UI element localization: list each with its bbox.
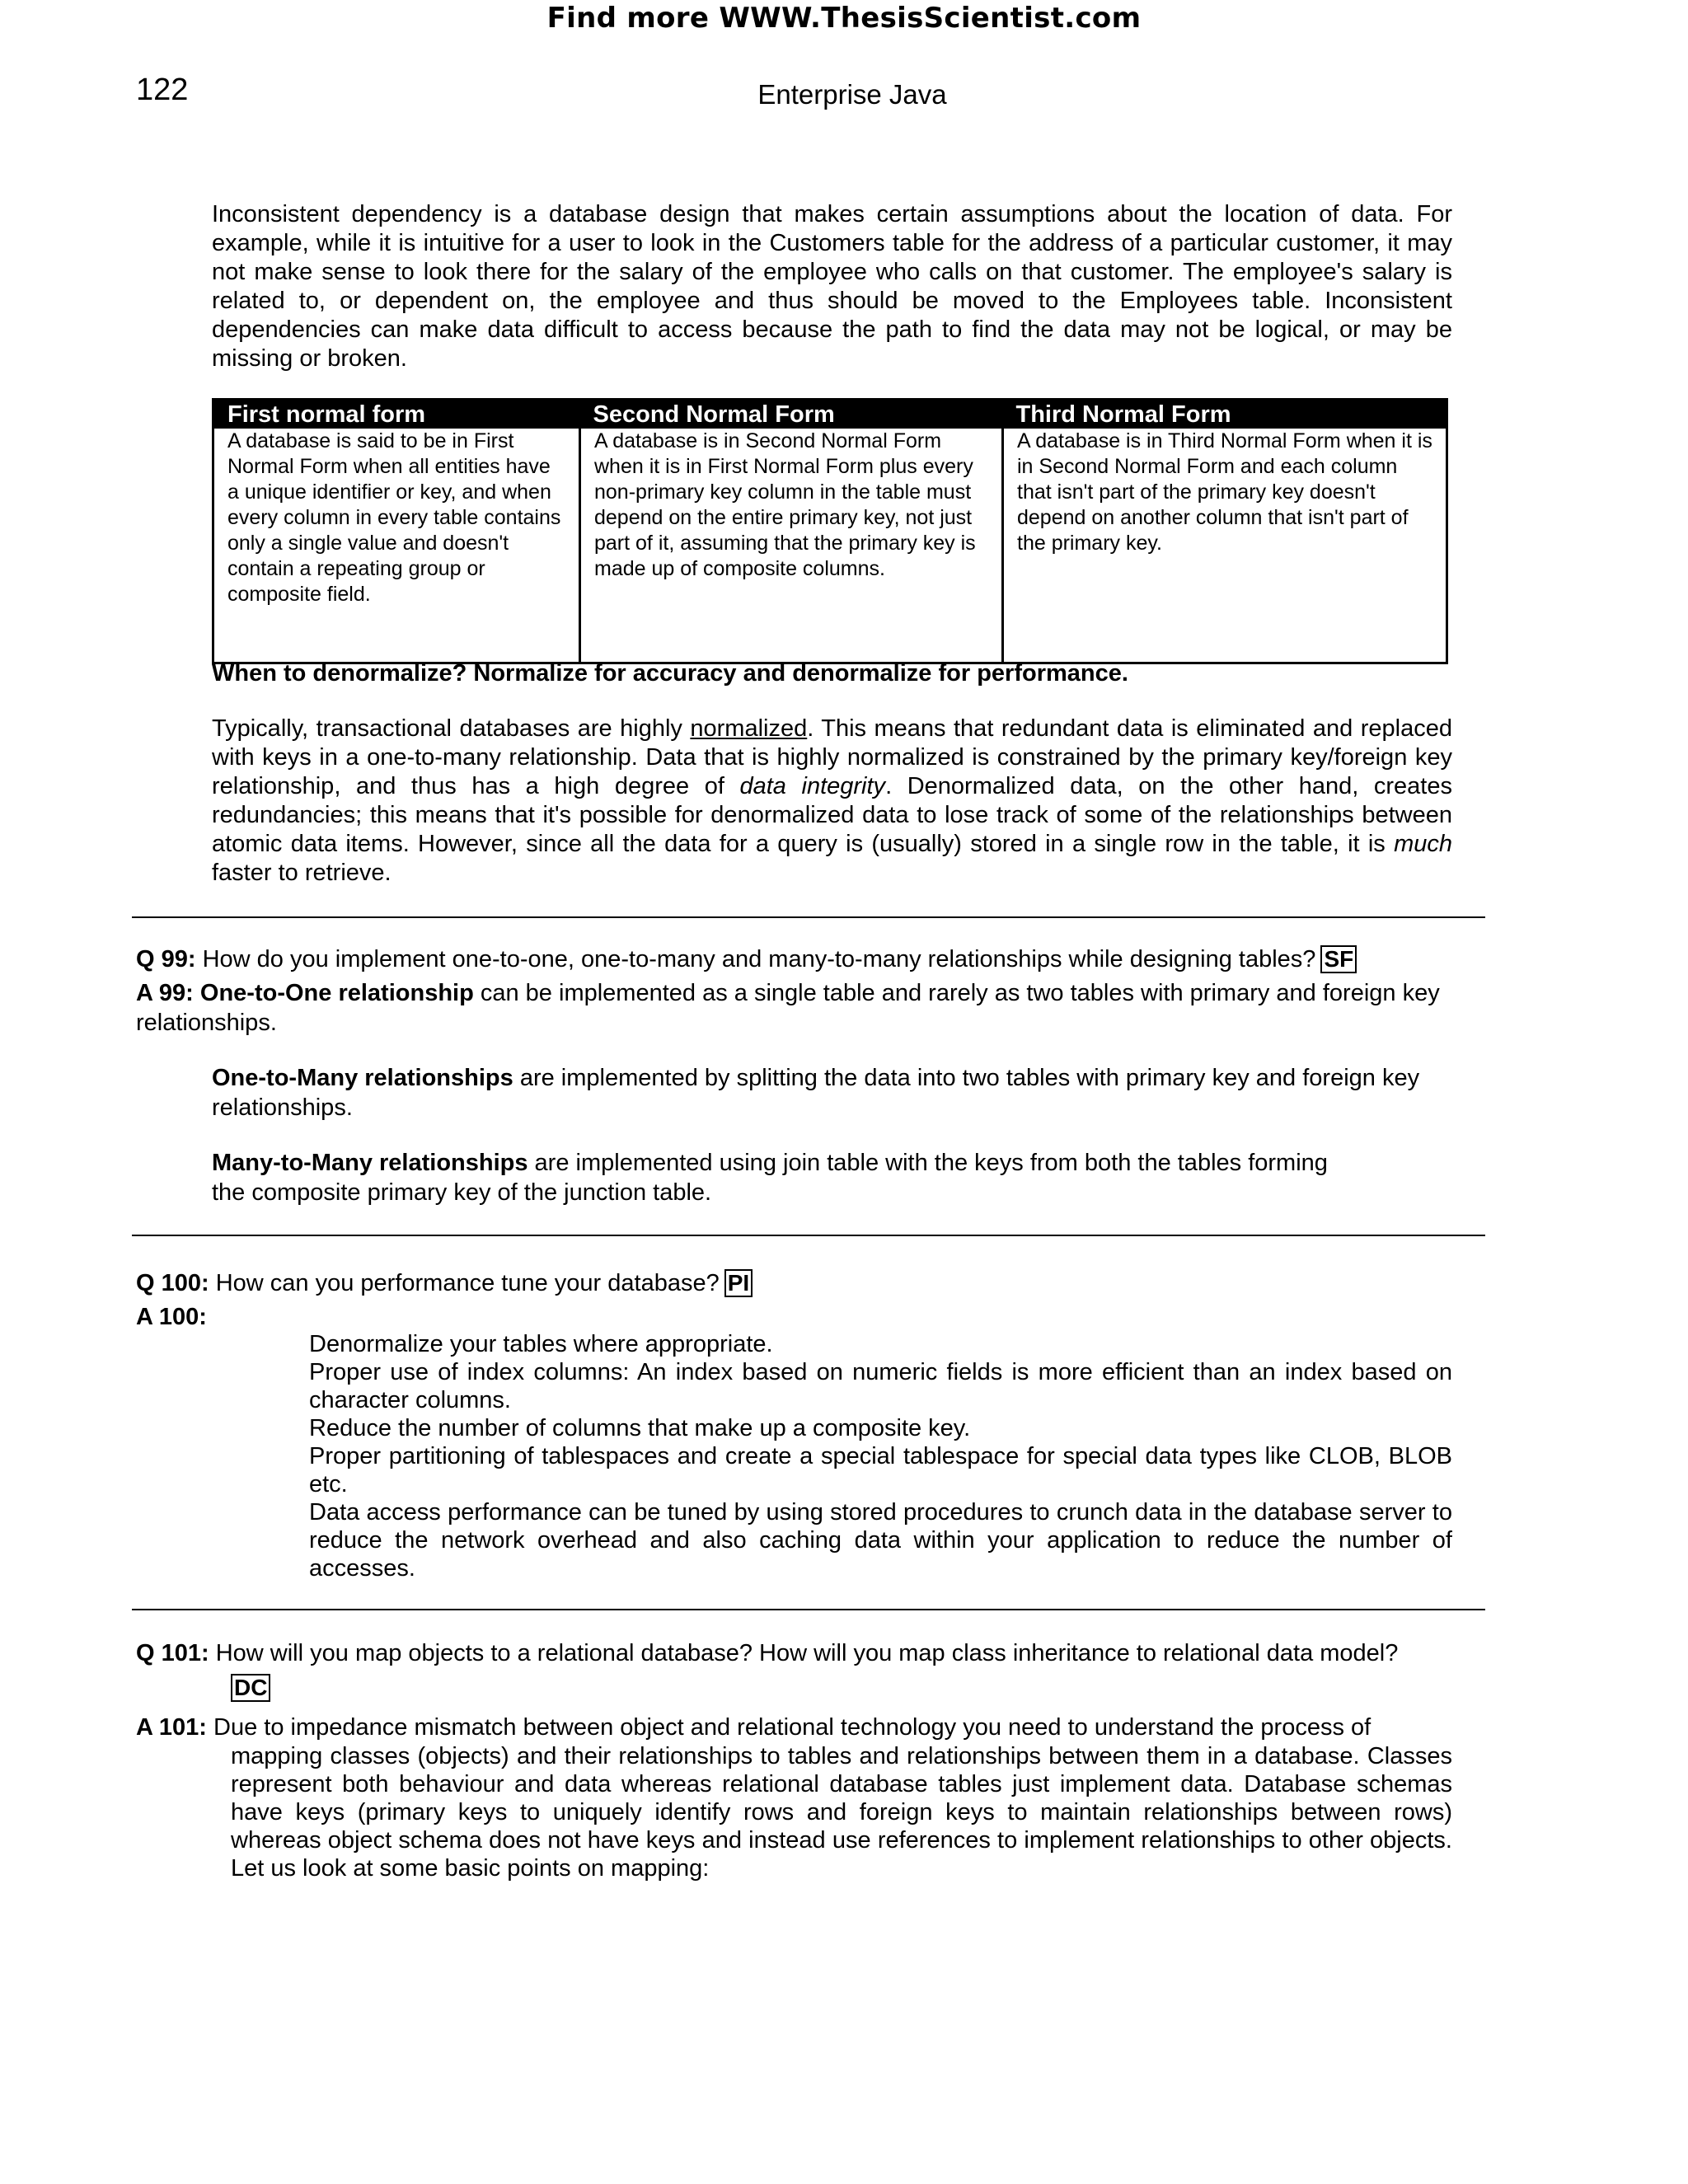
table-cell-third-nf: A database is in Third Normal Form when it is in Second Normal Form and each column that isn't part of the primary key doesn't depend on another column that isn't part of the primary key.: [1003, 429, 1447, 663]
one-to-many-paragraph: [212, 1063, 1452, 1122]
one-to-one-label: One-to-One relationship: [199, 980, 474, 1006]
denormalize-paragraph: [212, 715, 1452, 888]
running-title: Enterprise Java: [757, 79, 947, 110]
many-to-many-label: Many-to-Many relationships: [212, 1150, 528, 1176]
question-label: Q 99:: [136, 946, 196, 972]
table-header-first-nf: First normal form: [213, 400, 580, 429]
table-header-second-nf: Second Normal Form: [580, 400, 1003, 429]
many-to-many-text: are implemented using join table with the keys from both the tables forming: [528, 1150, 1328, 1176]
list-item: Reduce the number of columns that make up a composite key.: [309, 1415, 971, 1441]
list-item: Data access performance can be tuned by using stored procedures to crunch data in the database server to reduce the network overhead and also caching data within your application to reduce the number of accesses.: [309, 1499, 1452, 1582]
answer-101-line: [136, 1713, 1455, 1742]
category-tag: PI: [724, 1269, 753, 1297]
answer-label: A 100:: [136, 1304, 207, 1330]
section-divider: [132, 1235, 1485, 1236]
question-label: Q 101:: [136, 1640, 209, 1666]
table-cell-second-nf: A database is in Second Normal Form when it is in First Normal Form plus every non-primary key column in the table must depend on the entire primary key, not just part of it, assuming that the primary key is made up of composite columns.: [580, 429, 1003, 663]
one-to-one-text: can be implemented as a single table and rarely as two tables with primary and foreign key relationships.: [136, 980, 1440, 1036]
many-to-many-paragraph: [212, 1148, 1452, 1207]
denormalize-text-4: faster to retrieve.: [212, 860, 392, 886]
page-number: 122: [136, 73, 189, 107]
denormalize-text-1: Typically, transactional databases are highly: [212, 715, 691, 742]
category-tag: SF: [1320, 945, 1357, 973]
normal-forms-table: [212, 398, 1448, 664]
denormalize-heading: When to denormalize? Normalize for accuracy and denormalize for performance.: [212, 660, 1128, 687]
list-item: Denormalize your tables where appropriate.: [309, 1331, 773, 1357]
tuning-list: [309, 1330, 1452, 1582]
answer-label: A 99:: [136, 980, 194, 1006]
list-item: Proper partitioning of tablespaces and create a special tablespace for special data types like CLOB, BLOB etc.: [309, 1443, 1452, 1497]
section-divider: [132, 1609, 1485, 1610]
question-text: How do you implement one-to-one, one-to-many and many-to-many relationships while designing tables?: [195, 946, 1316, 972]
answer-text-first: Due to impedance mismatch between object and relational technology you need to understand the process of: [206, 1714, 1372, 1741]
question-100: [136, 1268, 1455, 1298]
normalized-link[interactable]: normalized: [690, 715, 808, 742]
table-header-row: [213, 400, 1447, 429]
answer-101-text: mapping classes (objects) and their relationships to tables and relationships between them in a database. Classes represent both behaviour and data whereas relational database tables just implement data. Database schemas have keys (primary keys to uniquely identify rows and foreign keys to maintain relationships between rows) whereas object schema does not have keys and instead use references to implement relationships to other objects. Let us look at some basic points on mapping:: [231, 1743, 1452, 1882]
question-text: How will you map objects to a relational database? How will you map class inheritance to relational data model?: [209, 1640, 1399, 1666]
table-row: [213, 429, 1447, 663]
inconsistent-dependency-paragraph: Inconsistent dependency is a database design that makes certain assumptions about the location of data. For example, while it is intuitive for a user to look in the Customers table for the address of a particular customer, it may not make sense to look there for the salary of the employee who calls on that customer. The employee's salary is related to, or dependent on, the employee and thus should be moved to the Employees table. Inconsistent dependencies can make data difficult to access because the path to find the data may not be logical, or may be missing or broken.: [212, 201, 1452, 372]
denormalize-text-2: . This means that redundant data is eliminated and replaced with keys in a one-to-many relationship. Data that is highly normalized is constrained by the primary key/foreign key relationship, and thus has a high degree of: [212, 715, 1452, 799]
question-text: How can you performance tune your database?: [209, 1270, 720, 1296]
many-to-many-text-2: the composite primary key of the junction table.: [212, 1179, 712, 1206]
one-to-many-label: One-to-Many relationships: [212, 1065, 513, 1091]
data-integrity-emphasis: data integrity: [739, 773, 886, 799]
question-label: Q 100:: [136, 1270, 209, 1296]
list-item: Proper use of index columns: An index based on numeric fields is more efficient than an index based on character columns.: [309, 1359, 1452, 1413]
much-emphasis: much: [1394, 831, 1452, 857]
category-tag: DC: [231, 1674, 270, 1702]
section-divider: [132, 916, 1485, 918]
question-99: [136, 944, 1455, 974]
answer-99-line: [136, 978, 1455, 1038]
question-101: [136, 1638, 1455, 1668]
question-101-tag-line: [231, 1673, 270, 1703]
table-header-third-nf: Third Normal Form: [1003, 400, 1447, 429]
site-banner: Find more WWW.ThesisScientist.com: [546, 2, 1142, 35]
one-to-many-text: are implemented by splitting the data into two tables with primary key and foreign key relationships.: [212, 1065, 1420, 1121]
denormalize-text-3: . Denormalized data, on the other hand, creates redundancies; this means that it's possible for denormalized data to lose track of some of the relationships between atomic data items. However, since all the data for a query is (usually) stored in a single row in the table, it is: [212, 773, 1452, 857]
table-cell-first-nf: A database is said to be in First Normal Form when all entities have a unique identifier or key, and when every column in every table contains only a single value and doesn't contain a repeating group or composite field.: [213, 429, 580, 663]
answer-label: A 101:: [136, 1714, 207, 1741]
